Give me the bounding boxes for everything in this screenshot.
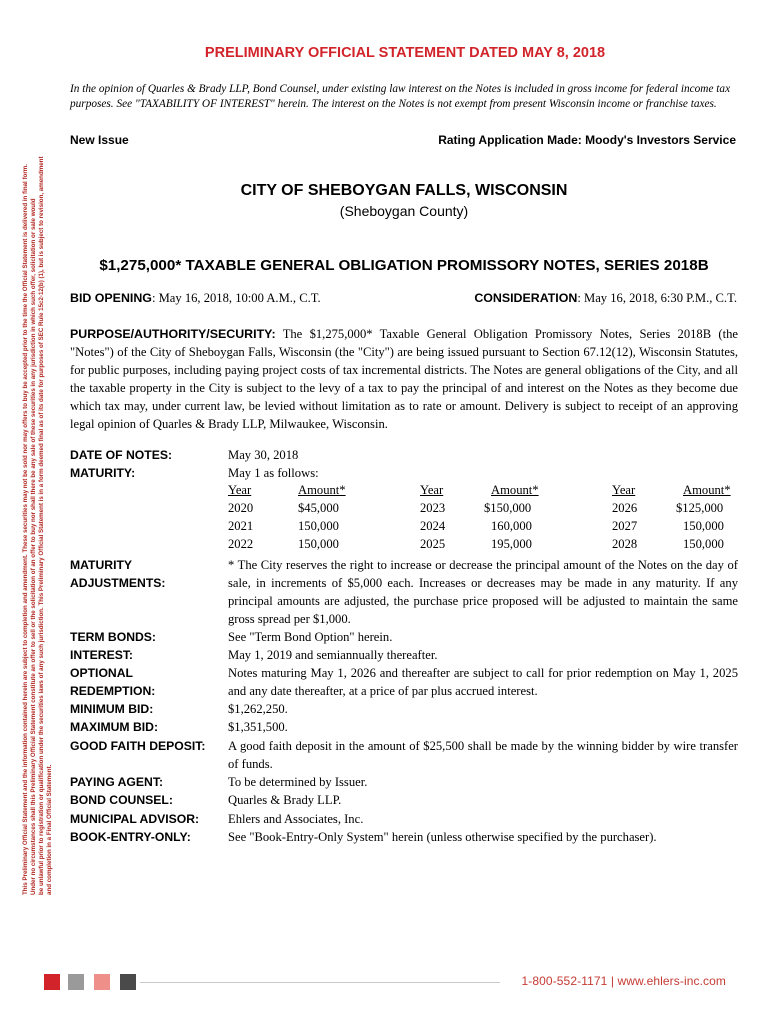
consideration xyxy=(474,291,737,306)
term-value: May 1 as follows: xyxy=(228,466,319,480)
term-label: PAYING AGENT: xyxy=(70,775,163,789)
term-label-line: ADJUSTMENTS: xyxy=(70,576,166,590)
maturity-year: 2023 xyxy=(420,501,446,515)
term-value: Ehlers and Associates, Inc. xyxy=(228,812,364,826)
year-header: Year xyxy=(612,483,636,497)
disclaimer-line: and completion in a Final Official Statement. xyxy=(46,764,53,895)
year-header: Year xyxy=(228,483,252,497)
term-label xyxy=(70,664,228,700)
term-label-line: MATURITY xyxy=(70,558,133,572)
purpose-paragraph xyxy=(70,325,738,434)
term-label: GOOD FAITH DEPOSIT: xyxy=(70,739,206,753)
maturity-amount: 150,000 xyxy=(683,519,724,533)
term-label-line: REDEMPTION: xyxy=(70,684,156,698)
term-value: See "Book-Entry-Only System" herein (unless otherwise specified by the purchaser). xyxy=(228,830,657,844)
maturity-row xyxy=(228,501,738,519)
term-value: May 30, 2018 xyxy=(228,448,299,462)
bid-opening xyxy=(70,291,321,306)
footer-contact: 1-800-552-1171 | www.ehlers-inc.com xyxy=(521,974,726,988)
maturity-year: 2024 xyxy=(420,519,446,533)
term-label: DATE OF NOTES: xyxy=(70,448,173,462)
term-label: MAXIMUM BID: xyxy=(70,720,159,734)
maturity-year: 2021 xyxy=(228,519,254,533)
maturity-amount: $45,000 xyxy=(298,501,339,515)
term-value: Quarles & Brady LLP. xyxy=(228,793,342,807)
term-value: A good faith deposit in the amount of $25,500 shall be made by the winning bidder by wire transfer of funds. xyxy=(228,739,738,771)
term-label: BOOK-ENTRY-ONLY: xyxy=(70,830,191,844)
term-label-line: OPTIONAL xyxy=(70,666,133,680)
term-value: $1,351,500. xyxy=(228,720,288,734)
term-value: Notes maturing May 1, 2026 and thereafter are subject to call for prior redemption on May 1, 2025 and any date thereafter, at a price of par plus accrued interest. xyxy=(228,666,738,698)
term-value: See "Term Bond Option" herein. xyxy=(228,630,393,644)
decorative-square xyxy=(120,974,136,990)
county-name: (Sheboygan County) xyxy=(339,203,469,219)
issue-title: $1,275,000* TAXABLE GENERAL OBLIGATION PROMISSORY NOTES, SERIES 2018B xyxy=(99,257,709,274)
maturity-amount: 150,000 xyxy=(683,537,724,551)
maturity-year: 2020 xyxy=(228,501,254,515)
maturity-amount: 150,000 xyxy=(298,519,339,533)
term-label: MATURITY: xyxy=(70,466,136,480)
maturity-row xyxy=(228,537,738,555)
decorative-square xyxy=(94,974,110,990)
purpose-text: The $1,275,000* Taxable General Obligation Promissory Notes, Series 2018B (the "Notes") of the City of Sheboygan Falls, Wisconsin (the "City") are being issued pursuant to Section 67.12(12), Wisconsin Statutes, for public purposes, including paying project costs of tax incremental districts. The Notes are general obligations of the City, and all the taxable property in the City is subject to the levy of a tax to pay the principal of and interest on the Notes as they become due which tax may, under current law, be levied without limitation as to rate or amount. Delivery is subject to receipt of an approving legal opinion of Quarles & Brady LLP, Milwaukee, Wisconsin. xyxy=(70,327,738,432)
maturity-amount: $125,000 xyxy=(676,501,724,515)
term-value: May 1, 2019 and semiannually thereafter. xyxy=(228,648,438,662)
term-label: MINIMUM BID: xyxy=(70,702,154,716)
term-value: * The City reserves the right to increase or decrease the principal amount of the Notes on the day of sale, in increments of $5,000 each. Increases or decreases may be made in any maturity. If any principal amounts are adjusted, the purchase price proposed will be adjusted to maintain the same gross spread per $1,000. xyxy=(228,558,738,626)
maturity-amount: 160,000 xyxy=(491,519,532,533)
maturity-amount: 195,000 xyxy=(491,537,532,551)
disclaimer-line: This Preliminary Official Statement and the information contained herein are subject to completion and amendment. These securities may not be sold nor may offers to buy be accepted prior to the time the Official Statement is delivered in final form. xyxy=(22,164,29,895)
term-label xyxy=(70,556,228,592)
decorative-square xyxy=(68,974,84,990)
maturity-year: 2022 xyxy=(228,537,254,551)
bid-opening-value: : May 16, 2018, 10:00 A.M., C.T. xyxy=(151,291,321,305)
purpose-label: PURPOSE/AUTHORITY/SECURITY: xyxy=(70,327,276,341)
term-label: TERM BONDS: xyxy=(70,630,156,644)
disclaimer-line: be unlawful prior to registration or qualification under the securities laws of any such jurisdiction. This Preliminary Official Statement is in a form deemed final as of its date for purposes of SEC Rule 15c2-12(b) (1), but is subject to revision, amendment xyxy=(38,156,45,895)
term-label: INTEREST: xyxy=(70,648,133,662)
maturity-row xyxy=(228,519,738,537)
term-value: To be determined by Issuer. xyxy=(228,775,368,789)
maturity-amount: 150,000 xyxy=(298,537,339,551)
maturity-year: 2028 xyxy=(612,537,638,551)
consideration-label: CONSIDERATION xyxy=(474,291,578,305)
issuer-name: CITY OF SHEBOYGAN FALLS, WISCONSIN xyxy=(240,182,568,199)
decorative-square xyxy=(44,974,60,990)
year-header: Year xyxy=(420,483,444,497)
maturity-header-row xyxy=(228,483,738,501)
maturity-year: 2026 xyxy=(612,501,638,515)
footer-rule xyxy=(140,982,500,983)
maturity-year: 2027 xyxy=(612,519,638,533)
term-label: BOND COUNSEL: xyxy=(70,793,173,807)
consideration-value: : May 16, 2018, 6:30 P.M., C.T. xyxy=(577,291,737,305)
amount-header: Amount* xyxy=(491,483,539,497)
term-label: MUNICIPAL ADVISOR: xyxy=(70,812,200,826)
tax-opinion: In the opinion of Quarles & Brady LLP, Bond Counsel, under existing law interest on the Notes is included in gross income for federal income tax purposes. See "TAXABILITY OF INTEREST" herein. The interest on the Notes is not exempt from present Wisconsin income or franchise taxes. xyxy=(70,83,731,110)
bid-opening-label: BID OPENING xyxy=(70,291,152,305)
maturity-amount: $150,000 xyxy=(484,501,532,515)
disclaimer-line: Under no circumstances shall this Preliminary Official Statement constitute an offer to sell or the solicitation of an offer to buy nor shall there be any sale of these securities in any jurisdiction in which such offer, solicitation or sale would xyxy=(30,198,37,895)
rating-note: Rating Application Made: Moody's Investors Service xyxy=(438,133,736,147)
document-title: PRELIMINARY OFFICIAL STATEMENT DATED MAY 8, 2018 xyxy=(204,45,606,61)
maturity-schedule xyxy=(228,483,738,555)
amount-header: Amount* xyxy=(298,483,346,497)
amount-header: Amount* xyxy=(683,483,731,497)
maturity-year: 2025 xyxy=(420,537,446,551)
new-issue-label: New Issue xyxy=(70,133,129,147)
term-value: $1,262,250. xyxy=(228,702,288,716)
